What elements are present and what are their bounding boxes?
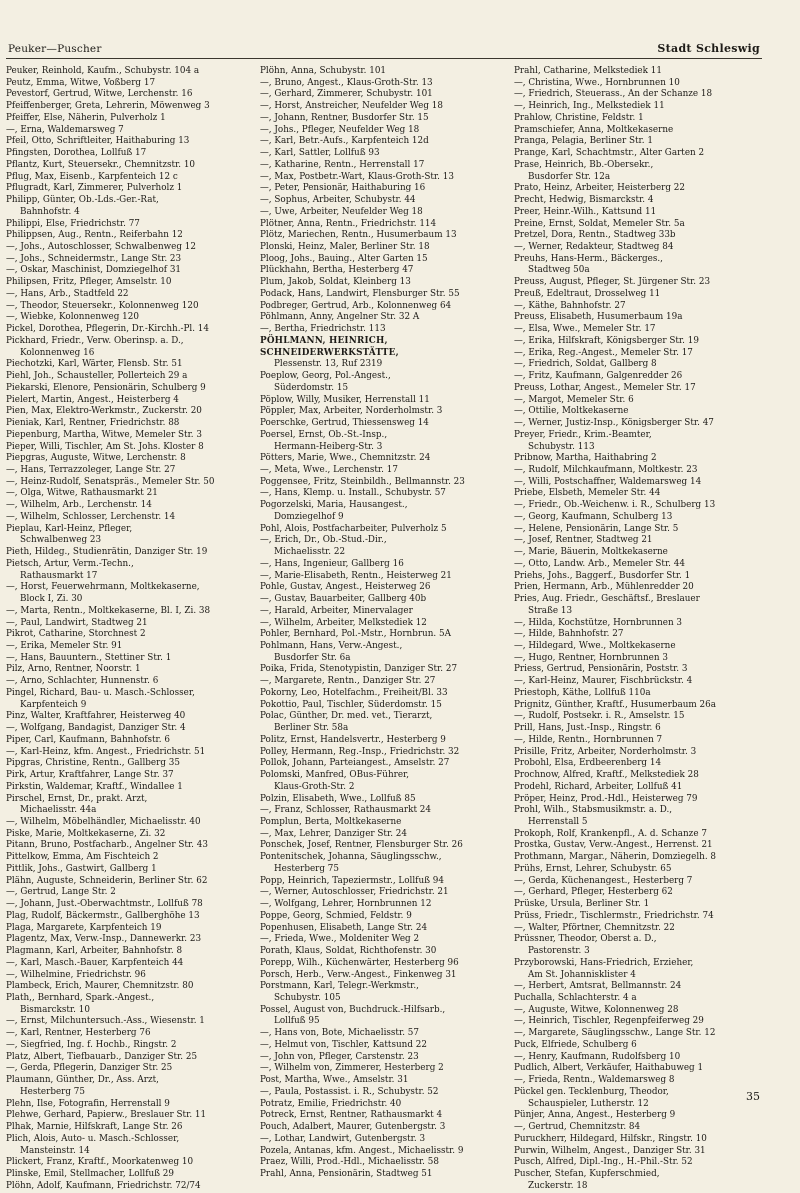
column-2	[260, 66, 506, 1193]
entry-line: —, Horst, Anstreicher, Neufelder Weg 18	[260, 101, 443, 112]
entry-line: Pückel gen. Tecklenburg, Theodor,	[514, 1086, 669, 1097]
entry-line: Pastorenstr. 3	[528, 946, 590, 957]
page-number: 35	[746, 1090, 760, 1103]
entry-line: Przyborowski, Hans-Friedrich, Erzieher,	[514, 957, 694, 968]
entry-line: —, Werner, Justiz-Insp., Königsberger Str. 47	[514, 418, 714, 429]
entry-line: —, Gustav, Bauarbeiter, Gallberg 40b	[260, 594, 427, 605]
entry-line: Piekarski, Elenore, Pensionärin, Schulberg 9	[6, 382, 206, 393]
entry-line: —, Wilhelm, Arb., Lerchenstr. 14	[6, 500, 152, 511]
entry-line: Bismarckstr. 10	[20, 1004, 90, 1015]
entry-line: Pusch, Alfred, Dipl.-Ing., H.-Phil.-Str. 52	[514, 1157, 693, 1168]
entry-line: —, Paul, Landwirt, Stadtweg 21	[6, 617, 148, 628]
entry-line: —, Karl, Rentner, Hesterberg 76	[6, 1028, 151, 1039]
entry-line: —, Max, Lehrer, Danziger Str. 24	[260, 828, 407, 839]
entry-line: Rathausmarkt 17	[20, 570, 98, 581]
entry-line: Preuss, August, Pfleger, St. Jürgener Str. 23	[514, 277, 711, 288]
entry-line: —, Frieda, Rentn., Waldemarsweg 8	[514, 1075, 675, 1086]
entry-line: Herrenstall 5	[528, 817, 588, 827]
entry-line: Pieniak, Karl, Rentner, Friedrichstr. 88	[6, 418, 180, 429]
entry-line: Pfeiffer, Else, Näherin, Pulverholz 1	[6, 112, 166, 123]
entry-line: —, Uwe, Arbeiter, Neufelder Weg 18	[260, 206, 423, 217]
entry-line: —, Arno, Schlachter, Hunnenstr. 6	[6, 676, 159, 687]
entry-line: Prothmann, Margar., Näherin, Domziegelh. 8	[514, 852, 717, 863]
entry-line: Stadtweg 50a	[528, 265, 590, 276]
entry-line: Purwin, Wilhelm, Angest., Danziger Str. 31	[514, 1145, 706, 1156]
entry-line: —, Josef, Rentner, Stadtweg 21	[514, 535, 653, 546]
entry-line: Porepp, Wilh., Küchenwärter, Hesterberg 96	[260, 957, 459, 968]
entry-line: Plöhn, Anna, Schubystr. 101	[260, 66, 387, 76]
entry-line: Süderdomstr. 15	[274, 382, 349, 393]
entry-line: Pouch, Adalbert, Maurer, Gutenbergstr. 3	[260, 1122, 446, 1133]
entry-line: —, Wilhelmine, Friedrichstr. 96	[6, 969, 146, 980]
entry-line: Poppe, Georg, Schmied, Feldstr. 9	[260, 910, 412, 921]
entry-line: Philippi, Else, Friedrichstr. 77	[6, 218, 140, 229]
entry-line: Pröper, Heinz, Prod.-Hdl., Heisterweg 79	[514, 793, 698, 804]
entry-line: —, Heinrich, Ing., Melkstediek 11	[514, 101, 665, 112]
entry-line: —, Hans, Ingenieur, Gallberg 16	[260, 558, 404, 569]
entry-line: Plaumann, Günther, Dr., Ass. Arzt,	[6, 1075, 159, 1086]
entry-line: —, Gerhard, Zimmerer, Schubystr. 101	[260, 89, 433, 100]
entry-line: Prühs, Ernst, Lehrer, Schubystr. 65	[514, 863, 672, 874]
entry-columns	[6, 66, 760, 1193]
entry-line: Podbreger, Gertrud, Arb., Kolonnenweg 64	[260, 300, 452, 311]
entry-line: Plhak, Marnie, Hilfskraft, Lange Str. 26	[6, 1122, 183, 1133]
entry-line: Plickert, Franz, Kraftf., Moorkatenweg 10	[6, 1157, 194, 1168]
entry-line: Poeplow, Georg, Pol.-Angest.,	[260, 371, 391, 382]
entry-line: —, Margot, Memeler Str. 6	[514, 394, 634, 405]
column-1	[6, 66, 252, 1193]
entry-line: Puscher, Stefan, Kupferschmied,	[514, 1169, 660, 1180]
entry-line: Prahl, Catharine, Melkstediek 11	[514, 66, 662, 76]
entry-line: —, Erna, Waldemarsweg 7	[6, 124, 124, 135]
entry-line: —, Willi, Postschaffner, Waldemarsweg 14	[514, 476, 702, 487]
entry-line: —, Christina, Wwe., Hornbrunnen 10	[514, 77, 680, 88]
entry-line: Poersel, Ernst, Ob.-St.-Insp.,	[260, 429, 388, 440]
entry-line: Prill, Hans, Just.-Insp., Ringstr. 6	[514, 723, 661, 734]
entry-line: Pielert, Martin, Angest., Heisterberg 4	[6, 394, 179, 405]
entry-line: Plötz, Mariechen, Rentn., Husumerbaum 13	[260, 230, 457, 241]
entry-line: Possel, August von, Buchdruck.-Hilfsarb.,	[260, 1004, 446, 1015]
entry-line: Prahlow, Christine, Feldstr. 1	[514, 112, 644, 123]
entry-line: Podack, Hans, Landwirt, Flensburger Str. 55	[260, 288, 460, 299]
entry-line: —, Johs., Autoschlosser, Schwalbenweg 12	[6, 242, 196, 253]
entry-line: Lollfuß 95	[274, 1016, 320, 1027]
entry-line: —, Peter, Pensionär, Haithaburing 16	[260, 183, 426, 194]
entry-line: Pöplow, Willy, Musiker, Herrenstall 11	[260, 394, 430, 405]
entry-line: —, Henry, Kaufmann, Rudolfsberg 10	[514, 1051, 681, 1062]
entry-line: Porsch, Herb., Verw.-Angest., Finkenweg 31	[260, 969, 457, 980]
entry-line: Prostka, Gustav, Verw.-Angest., Herrenst. 21	[514, 840, 713, 851]
entry-line: Preer, Heinr.-Wilh., Kattsund 11	[514, 206, 657, 217]
entry-line: Kolonnenweg 16	[20, 347, 95, 358]
entry-line: —, Gerhard, Pfleger, Hesterberg 62	[514, 887, 673, 898]
entry-line: Pirschel, Ernst, Dr., prakt. Arzt,	[6, 793, 148, 804]
entry-line: Politz, Ernst, Handelsvertr., Hesterberg 9	[260, 734, 446, 745]
entry-line: Probohl, Elsa, Erdbeerenberg 14	[514, 758, 662, 769]
entry-line: —, Heinz-Rudolf, Senatspräs., Memeler Str. 50	[6, 476, 215, 487]
entry-line: Pretzel, Dora, Rentn., Stadtweg 33b	[514, 230, 676, 241]
entry-line: Poggensee, Fritz, Steinbildh., Bellmannstr. 23	[260, 476, 465, 487]
entry-line: —, Wolfgang, Bandagist, Danziger Str. 4	[6, 723, 186, 734]
entry-line: Prokoph, Rolf, Krankenpfl., A. d. Schanze 7	[514, 828, 707, 839]
entry-line: —, Bruno, Angest., Klaus-Groth-Str. 13	[260, 77, 433, 88]
entry-line: Pingel, Richard, Bau- u. Masch.-Schlosser,	[6, 687, 195, 698]
entry-line: Pevestorf, Gertrud, Witwe, Lerchenstr. 16	[6, 89, 193, 100]
entry-line: Pirk, Artur, Kraftfahrer, Lange Str. 37	[6, 770, 174, 781]
entry-line: Bahnhofstr. 4	[20, 206, 80, 217]
entry-line: —, Wilhelm, Arbeiter, Melkstediek 12	[260, 617, 427, 628]
entry-line: —, Wolfgang, Lehrer, Hornbrunnen 12	[260, 899, 432, 910]
entry-line: —, Marie, Bäuerin, Moltkekaserne	[514, 547, 668, 558]
entry-line: —, Erika, Memeler Str. 91	[6, 640, 123, 651]
entry-line: Plöhn, Adolf, Kaufmann, Friedrichstr. 72/74	[6, 1180, 201, 1191]
entry-line: —, Auguste, Witwe, Kolonnenweg 28	[514, 1004, 679, 1015]
entry-line: —, Margarete, Rentn., Danziger Str. 27	[260, 676, 436, 687]
entry-line: —, Werner, Autoschlosser, Friedrichstr. 21	[260, 887, 449, 898]
entry-line: —, Friedr., Ob.-Weichenw. i. R., Schulberg 13	[514, 500, 716, 511]
entry-line: Pokorny, Leo, Hotelfachm., Freiheit/Bl. 33	[260, 687, 448, 698]
entry-line: Pipgras, Christine, Rentn., Gallberg 35	[6, 758, 180, 769]
entry-line: Puck, Elfriede, Schulberg 6	[514, 1039, 637, 1050]
entry-line: Poerschke, Gertrud, Thiessensweg 14	[260, 418, 429, 429]
entry-line: Pieth, Hildeg., Studienrätin, Danziger Str. 19	[6, 547, 208, 558]
entry-line: Plähn, Auguste, Schneiderin, Berliner Str. 62	[6, 875, 208, 886]
entry-line: Pflugradt, Karl, Zimmerer, Pulverholz 1	[6, 183, 183, 194]
entry-line: —, Hilda, Kochstütze, Hornbrunnen 3	[514, 617, 682, 628]
entry-line: Pohlmann, Hans, Verw.-Angest.,	[260, 640, 403, 651]
entry-line: —, Wilhelm, Schlosser, Lerchenstr. 14	[6, 511, 176, 522]
entry-line: Zuckerstr. 18	[528, 1180, 588, 1191]
entry-line: —, Gerda, Pflegerin, Danziger Str. 25	[6, 1063, 173, 1074]
entry-line: —, Johs., Schneidermstr., Lange Str. 23	[6, 253, 182, 264]
entry-line: —, Meta, Wwe., Lerchenstr. 17	[260, 464, 398, 475]
entry-line: Polac, Günther, Dr. med. vet., Tierarzt,	[260, 711, 433, 722]
entry-line: Platz, Albert, Tiefbauarb., Danziger Str. 25	[6, 1051, 198, 1062]
entry-line: Michaelisstr. 22	[274, 547, 346, 558]
entry-line: Plagmann, Karl, Arbeiter, Bahnhofstr. 8	[6, 946, 183, 957]
entry-line: —, Walter, Pförtner, Chemnitzstr. 22	[514, 922, 675, 933]
entry-line: Prien, Hermann, Arb., Mühlenredder 20	[514, 582, 694, 593]
entry-line: Puchalla, Schlachterstr. 4 a	[514, 993, 637, 1004]
entry-line: —, Friedrich, Steuerass., An der Schanze 18	[514, 89, 713, 100]
entry-line: Pokottio, Paul, Tischler, Süderdomstr. 15	[260, 699, 442, 710]
entry-line: Pickel, Dorothea, Pflegerin, Dr.-Kirchh.-Pl. 14	[6, 324, 209, 335]
entry-line: Schauspieler, Lutherstr. 12	[528, 1098, 649, 1109]
entry-line: —, Paula, Postassist. i. R., Schubystr. 52	[260, 1086, 439, 1097]
entry-line: Prahl, Anna, Pensionärin, Stadtweg 51	[260, 1169, 433, 1180]
entry-line: Hesterberg 75	[20, 1086, 86, 1097]
entry-line: Preyer, Friedr., Krim.-Beamter,	[514, 429, 652, 440]
entry-line: —, Hans, Terrazzoleger, Lange Str. 27	[6, 464, 176, 475]
entry-line: Potreck, Ernst, Rentner, Rathausmarkt 4	[260, 1110, 443, 1121]
entry-line: Klaus-Groth-Str. 2	[274, 781, 355, 792]
entry-line: Philipp, Günter, Ob.-Lds.-Ger.-Rat,	[6, 195, 159, 206]
entry-line: Philipsen, Fritz, Pfleger, Amselstr. 10	[6, 277, 172, 288]
entry-line: Preuss, Elisabeth, Husumerbaum 19a	[514, 312, 683, 323]
entry-line: Pötters, Marie, Wwe., Chemnitzstr. 24	[260, 453, 431, 464]
entry-line: —, Harald, Arbeiter, Minervalager	[260, 605, 413, 616]
entry-line: Popp, Heinrich, Tapeziermstr., Lollfuß 94	[260, 875, 444, 886]
entry-line: Prüske, Ursula, Berliner Str. 1	[514, 899, 650, 910]
entry-line: Peuker, Reinhold, Kaufm., Schubystr. 104 a	[6, 66, 200, 76]
entry-line: —, Hugo, Rentner, Hornbrunnen 3	[514, 652, 668, 663]
entry-line: —, Hildegard, Wwe., Moltkekaserne	[514, 640, 676, 651]
entry-line: Michaelisstr. 44a	[20, 805, 97, 816]
entry-line: Plum, Jakob, Soldat, Kleinberg 13	[260, 277, 411, 288]
entry-line: Plagentz, Max, Verw.-Insp., Dannewerkr. 23	[6, 934, 202, 945]
entry-line: Plath,, Bernhard, Spark.-Angest.,	[6, 993, 155, 1004]
entry-line: —, Hans, Klemp. u. Install., Schubystr. 57	[260, 488, 446, 499]
entry-line: Pirkstin, Waldemar, Kraftf., Windallee 1	[6, 781, 183, 792]
entry-line: Polley, Hermann, Reg.-Insp., Friedrichstr. 32	[260, 746, 460, 757]
entry-line: Busdorfer Str. 6a	[274, 652, 351, 663]
entry-line: —, Margarete, Säuglingsschw., Lange Str. 12	[514, 1028, 716, 1039]
entry-line: Pfeil, Otto, Schriftleiter, Haithaburing 13	[6, 136, 190, 147]
entry-line: Berliner Str. 58a	[274, 723, 349, 734]
entry-line: Pieplau, Karl-Heinz, Pfleger,	[6, 523, 133, 534]
entry-line: Pomplun, Berta, Moltkekaserne	[260, 817, 402, 827]
entry-line: —, Marta, Rentn., Moltkekaserne, Bl. I, Zi. 38	[6, 605, 211, 616]
entry-line: —, Olga, Witwe, Rathausmarkt 21	[6, 488, 158, 499]
entry-line: Pöppler, Max, Arbeiter, Norderholmstr. 3	[260, 406, 443, 417]
entry-line: Pramschiefer, Anna, Moltkekaserne	[514, 124, 674, 135]
entry-line: —, Friedrich, Soldat, Gallberg 8	[514, 359, 657, 370]
entry-line: Polzin, Elisabeth, Wwe., Lollfuß 85	[260, 793, 416, 804]
entry-line: Prase, Heinrich, Bb.-Obersekr.,	[514, 159, 654, 170]
entry-line: Preuß, Edeltraut, Drosselweg 11	[514, 288, 661, 299]
entry-line: —, Karl-Heinz, kfm. Angest., Friedrichstr. 51	[6, 746, 206, 757]
entry-line: —, Werner, Redakteur, Stadtweg 84	[514, 242, 674, 253]
entry-line: —, Gertrud, Lange Str. 2	[6, 887, 116, 898]
entry-line: Hermann-Heiberg-Str. 3	[274, 441, 383, 452]
entry-line: Piepenburg, Martha, Witwe, Memeler Str. 3	[6, 429, 202, 440]
entry-line: Prato, Heinz, Arbeiter, Heisterberg 22	[514, 183, 685, 194]
entry-line: Plehn, Ilse, Fotografin, Herrenstall 9	[6, 1098, 170, 1109]
entry-line: Block I, Zi. 30	[20, 594, 83, 605]
entry-line: —, Georg, Kaufmann, Schulberg 13	[514, 511, 673, 522]
entry-line: Peutz, Emma, Witwe, Voßberg 17	[6, 77, 156, 88]
entry-line: —, Karl-Heinz, Maurer, Fischbrückstr. 4	[514, 676, 693, 687]
entry-line: Priehs, Johs., Baggerf., Busdorfer Str. 1	[514, 570, 691, 581]
entry-line: —, Johs., Pfleger, Neufelder Weg 18	[260, 124, 420, 135]
entry-line: Post, Martha, Wwe., Amselstr. 31	[260, 1075, 409, 1086]
header-rule	[6, 58, 762, 59]
entry-line: Piehl, Joh., Schausteller, Pollerteich 29 a	[6, 371, 188, 382]
entry-line: —, Herbert, Amtsrat, Bellmannstr. 24	[514, 981, 682, 992]
entry-line: Ploog, Johs., Bauing., Alter Garten 15	[260, 253, 428, 264]
entry-line: Plinske, Emil, Stellmacher, Lollfuß 29	[6, 1169, 174, 1180]
entry-line: Plambeck, Erich, Maurer, Chemnitzstr. 80	[6, 981, 194, 992]
entry-line: Plehwe, Gerhard, Papierw., Breslauer Str. 11	[6, 1110, 207, 1121]
entry-line: Pien, Max, Elektro-Werkmstr., Zuckerstr. 20	[6, 406, 202, 417]
entry-line: Pittlik, Johs., Gastwirt, Gallberg 1	[6, 863, 157, 874]
entry-line: —, Siegfried, Ing. f. Hochb., Ringstr. 2	[6, 1039, 177, 1050]
entry-line: Plonski, Heinz, Maler, Berliner Str. 18	[260, 242, 430, 253]
entry-line: Schwalbenweg 23	[20, 535, 102, 546]
entry-line: Pittelkow, Emma, Am Fischteich 2	[6, 852, 159, 863]
entry-line: —, Lothar, Landwirt, Gutenbergstr. 3	[260, 1133, 426, 1144]
entry-line: Pfingsten, Dorothea, Lollfuß 17	[6, 148, 147, 159]
entry-line: —, Elsa, Wwe., Memeler Str. 17	[514, 324, 656, 335]
entry-line: Pudlich, Albert, Verkäufer, Haithabuweg 1	[514, 1063, 704, 1074]
entry-line: Praez, Willi, Prod.-Hdl., Michaelisstr. 58	[260, 1157, 439, 1168]
entry-line: —, Johann, Just.-Oberwachtmstr., Lollfuß 78	[6, 899, 203, 910]
entry-line: Preuss, Lothar, Angest., Memeler Str. 17	[514, 382, 696, 393]
entry-line: —, Ottilie, Moltkekaserne	[514, 406, 629, 417]
entry-line: Pogorzelski, Maria, Hausangest.,	[260, 500, 408, 511]
entry-line: Pietsch, Artur, Verm.-Techn.,	[6, 558, 134, 569]
entry-line: Piepgras, Auguste, Witwe, Lerchenstr. 8	[6, 453, 186, 464]
header-city: Stadt Schleswig	[657, 42, 760, 55]
entry-line: —, Karl, Betr.-Aufs., Karpfenteich 12d	[260, 136, 429, 147]
entry-line: Plötner, Anna, Rentn., Friedrichstr. 114	[260, 218, 437, 229]
entry-line: Karpfenteich 9	[20, 699, 87, 710]
entry-line: —, Erika, Reg.-Angest., Memeler Str. 17	[514, 347, 693, 358]
entry-line: —, Gerda, Küchenangest., Hesterberg 7	[514, 875, 693, 886]
entry-line: —, Helmut von, Tischler, Kattsund 22	[260, 1039, 427, 1050]
entry-line: —, Hans, Bauuntern., Stettiner Str. 1	[6, 652, 172, 663]
entry-line: —, John von, Pfleger, Carstenstr. 23	[260, 1051, 419, 1062]
entry-line: —, Hans, Arb., Stadtfeld 22	[6, 288, 129, 299]
entry-line: —, Fritz, Kaufmann, Galgenredder 26	[514, 371, 683, 382]
entry-line: Porstmann, Karl, Telegr.-Werkmstr.,	[260, 981, 419, 992]
entry-line: Prüss, Friedr., Tischlermstr., Friedrichstr. 74	[514, 910, 714, 921]
header-name-range: Peuker—Puscher	[8, 43, 102, 55]
entry-line: Pohler, Bernhard, Pol.-Mstr., Hornbrun. 5A	[260, 629, 451, 640]
entry-line: —, Wiebke, Kolonnenweg 120	[6, 312, 139, 323]
entry-line: Pribnow, Martha, Haithabring 2	[514, 453, 657, 464]
entry-line: Plaga, Margarete, Karpfenteich 19	[6, 922, 162, 933]
entry-line: —, Johann, Rentner, Busdorfer Str. 15	[260, 112, 429, 123]
entry-line: Plag, Rudolf, Bäckermstr., Gallberghöhe 13	[6, 910, 200, 921]
entry-line: Piechotzki, Karl, Wärter, Flensb. Str. 51	[6, 359, 183, 370]
entry-line: —, Hilde, Rentn., Hornbrunnen 7	[514, 734, 663, 745]
entry-line: Preuhs, Hans-Herm., Bäckerges.,	[514, 253, 663, 264]
entry-line: Hesterberg 75	[274, 863, 340, 874]
entry-line: —, Marie-Elisabeth, Rentn., Heisterweg 21	[260, 570, 452, 581]
entry-line: —, Frieda, Wwe., Moldeniter Weg 2	[260, 934, 420, 945]
entry-line: Straße 13	[528, 605, 573, 616]
entry-line: Poika, Frida, Stenotypistin, Danziger Str. 27	[260, 664, 458, 675]
entry-line: Schubystr. 105	[274, 993, 341, 1004]
entry-line: —, Otto, Landw. Arb., Memeler Str. 44	[514, 558, 685, 569]
entry-line: Priebe, Elsbeth, Memeler Str. 44	[514, 488, 661, 499]
entry-line: Pflug, Max, Eisenb., Karpfenteich 12 c	[6, 171, 178, 182]
entry-line: —, Karl, Masch.-Bauer, Karpfenteich 44	[6, 957, 184, 968]
entry-line: —, Sophus, Arbeiter, Schubystr. 44	[260, 195, 416, 206]
entry-line: Puruckherr, Hildegard, Hilfskr., Ringstr. 10	[514, 1133, 707, 1144]
entry-line: Precht, Hedwig, Bismarckstr. 4	[514, 195, 654, 206]
entry-line: Mansteinstr. 14	[20, 1145, 90, 1156]
entry-line: Priestoph, Käthe, Lollfuß 110a	[514, 687, 651, 698]
entry-line: Philippsen, Aug., Rentn., Reiferbahn 12	[6, 230, 183, 241]
entry-line: —, Horst, Feuerwehrmann, Moltkekaserne,	[6, 582, 200, 593]
entry-line: Prange, Karl, Schachtmstr., Alter Garten 2	[514, 148, 705, 159]
entry-line: Prignitz, Günther, Kraftf., Husumerbaum 26a	[514, 699, 716, 710]
entry-line: PÖHLMANN, HEINRICH,	[260, 335, 388, 346]
entry-line: —, Hans von, Bote, Michaelisstr. 57	[260, 1028, 419, 1039]
entry-line: Ponschek, Josef, Rentner, Flensburger Str. 26	[260, 840, 463, 851]
entry-line: Prisille, Fritz, Arbeiter, Norderholmstr. 3	[514, 746, 697, 757]
entry-line: —, Bertha, Friedrichstr. 113	[260, 324, 386, 335]
column-3	[514, 66, 760, 1193]
entry-line: —, Hilde, Bahnhofstr. 27	[514, 629, 624, 640]
entry-line: —, Käthe, Bahnhofstr. 27	[514, 300, 626, 311]
entry-line: —, Katharine, Rentn., Herrenstall 17	[260, 159, 425, 170]
entry-line: Pfeiffenberger, Greta, Lehrerin, Möwenweg 3	[6, 101, 210, 112]
entry-line: Domziegelhof 9	[274, 511, 344, 522]
entry-line: —, Erich, Dr., Ob.-Stud.-Dir.,	[260, 535, 387, 546]
entry-line: Pilz, Arno, Rentner, Noorstr. 1	[6, 664, 141, 675]
entry-line: Pikrot, Catharine, Storchnest 2	[6, 629, 146, 640]
entry-line: —, Wilhelm von, Zimmerer, Hesterberg 2	[260, 1063, 444, 1074]
entry-line: Polomski, Manfred, OBus-Führer,	[260, 770, 410, 781]
entry-line: Porath, Klaus, Soldat, Richthofenstr. 30	[260, 946, 437, 957]
entry-line: Plückhahn, Bertha, Hesterberg 47	[260, 265, 414, 276]
entry-line: —, Karl, Sattler, Lollfuß 93	[260, 148, 380, 159]
entry-line: Pohl, Alois, Postfacharbeiter, Pulverholz 5	[260, 523, 447, 534]
entry-line: Preine, Ernst, Soldat, Memeler Str. 5a	[514, 218, 685, 229]
entry-line: Piper, Carl, Kaufmann, Bahnhofstr. 6	[6, 734, 170, 745]
entry-line: —, Wilhelm, Möbelhändler, Michaelisstr. 40	[6, 817, 201, 827]
entry-line: Priess, Gertrud, Pensionärin, Poststr. 3	[514, 664, 688, 675]
entry-line: Pinz, Walter, Kraftfahrer, Heisterweg 40	[6, 711, 186, 722]
entry-line: —, Max, Postbetr.-Wart, Klaus-Groth-Str. 13	[260, 171, 454, 182]
entry-line: —, Erika, Hilfskraft, Königsberger Str. 19	[514, 335, 699, 346]
entry-line: —, Ernst, Milchuntersuch.-Ass., Wiesenstr. 1	[6, 1016, 205, 1027]
entry-line: —, Oskar, Maschinist, Domziegelhof 31	[6, 265, 182, 276]
entry-line: Am St. Johannisklister 4	[528, 969, 636, 980]
entry-line: Prochnow, Alfred, Kraftf., Melkstediek 28	[514, 770, 699, 781]
entry-line: Plessenstr. 13, Ruf 2319	[274, 359, 383, 370]
entry-line: Piske, Marie, Moltkekaserne, Zi. 32	[6, 828, 166, 839]
entry-line: Potratz, Emilie, Friedrichstr. 40	[260, 1098, 402, 1109]
entry-line: Plich, Alois, Auto- u. Masch.-Schlosser,	[6, 1133, 180, 1144]
page-header	[8, 42, 760, 55]
entry-line: —, Heinrich, Tischler, Regenpfeiferweg 29	[514, 1016, 704, 1027]
entry-line: Prohl, Wilh., Stabsmusikmstr. a. D.,	[514, 805, 673, 816]
entry-line: Pflantz, Kurt, Steuersekr., Chemnitzstr. 10	[6, 159, 196, 170]
entry-line: Pries, Aug. Friedr., Geschäftsf., Breslauer	[514, 594, 700, 605]
entry-line: Pollok, Johann, Parteiangest., Amselstr. 27	[260, 758, 450, 769]
entry-line: Prodehl, Richard, Arbeiter, Lollfuß 41	[514, 781, 683, 792]
entry-line: Pitann, Bruno, Postfacharb., Angelner Str. 43	[6, 840, 208, 851]
entry-line: Pohle, Gustav, Angest., Heisterweg 26	[260, 582, 431, 593]
entry-line: —, Theodor, Steuersekr., Kolonnenweg 120	[6, 300, 199, 311]
entry-line: SCHNEIDERWERKSTÄTTE,	[260, 347, 399, 358]
entry-line: Busdorfer Str. 12a	[528, 171, 611, 182]
entry-line: Pranga, Pelagia, Berliner Str. 1	[514, 136, 653, 147]
entry-line: Pontenitschek, Johanna, Säuglingsschw.,	[260, 852, 442, 863]
entry-line: Prüssner, Theodor, Oberst a. D.,	[514, 934, 657, 945]
entry-line: Pickhard, Friedr., Verw. Oberinsp. a. D.,	[6, 335, 184, 346]
entry-line: Pozela, Antanas, kfm. Angest., Michaelisstr. 9	[260, 1145, 464, 1156]
entry-line: —, Rudolf, Milchkaufmann, Moltkestr. 23	[514, 464, 698, 475]
entry-line: —, Franz, Schlosser, Rathausmarkt 24	[260, 805, 431, 816]
entry-line: —, Gertrud, Chemnitzstr. 84	[514, 1122, 641, 1133]
entry-line: Pöhlmann, Anny, Angelner Str. 32 A	[260, 312, 420, 323]
entry-line: Schubystr. 113	[528, 441, 595, 452]
entry-line: Pünjer, Anna, Angest., Hesterberg 9	[514, 1110, 676, 1121]
entry-line: —, Helene, Pensionärin, Lange Str. 5	[514, 523, 679, 534]
entry-line: Popenhusen, Elisabeth, Lange Str. 24	[260, 922, 428, 933]
entry-line: Pieper, Willi, Tischler, Am St. Johs. Kloster 8	[6, 441, 204, 452]
entry-line: —, Rudolf, Postsekr. i. R., Amselstr. 15	[514, 711, 685, 722]
